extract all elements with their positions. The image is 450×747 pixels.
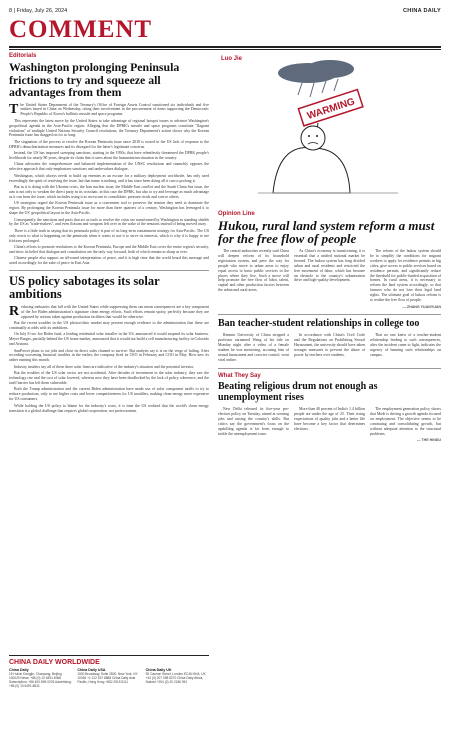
beating-para: The employment generation policy shows that Modi is driving a growth agenda focused on employment. The objective seems to be continuing and consolidating growth, but without adequate attention to the structural problems.	[370, 407, 441, 436]
opinion-byline: — ZHANG YUANYUAN	[402, 304, 441, 309]
editorials-column	[9, 53, 209, 727]
masthead-rule	[9, 46, 441, 48]
footer-cell	[146, 668, 209, 688]
beating-byline: — THE HINDU	[416, 438, 441, 443]
opinion-col	[218, 249, 289, 310]
storm-cloud-icon	[306, 60, 354, 78]
editorial-2-para: Both the Trump administration and the current Biden administration have made use of solar component tariffs to try to reshore production, only to see higher costs and lower competitiveness for US installers, making clean energy more expensive for US consumers.	[9, 387, 209, 402]
opinion-col	[370, 249, 441, 310]
warming-sign	[298, 90, 363, 126]
footer-grid	[9, 668, 209, 688]
beating-para: More than 40 percent of India's 1.4 billion people are under the age of 25. Their rising expectations of quality jobs and a better life have become a key factor that determines elections.	[294, 407, 365, 431]
footer-title: CHINA DAILY WORLDWIDE	[9, 659, 100, 666]
rain-drop	[310, 83, 314, 97]
editorial-divider	[9, 270, 209, 271]
top-bar	[9, 6, 441, 16]
editorial-1-headline: Washington prolonging Peninsula frictions to try and squeeze all advantages from them	[9, 60, 180, 99]
editorial-2-headline: US policy sabotages its solar ambitions	[9, 273, 160, 301]
ban-para: Renmin University of China stripped a professor surnamed Wang of his title on Monday night after a video of a female student he was mentoring, accusing him of sexual harassment and coercive control, went viral online.	[218, 333, 289, 362]
beating-headline: Beating religious drum not enough as unemployment rises	[218, 381, 378, 403]
footer-cell	[77, 668, 140, 688]
opinion-para: The central authorities recently said China will deepen reform of its household registration system, and pave the way for people who move to urban areas to enjoy equal access to basic public services in the places where they live. Such a move will help promote the free flow of labor, talent, capital and other production factors between the urban and rural areas.	[218, 249, 290, 293]
figure-body	[273, 148, 350, 193]
footer-cell	[9, 668, 72, 688]
opinion-body	[218, 249, 441, 310]
editorial-1-para: There is a little truth in saying that its peninsula policy is part of its long-term containment strategy for Asia-Pacific. The US only reacts to what is happening on the peninsula when it wants to use it to serve its interests, which is why it is happy to see frictions prolonged.	[9, 228, 209, 243]
masthead-rule-thin	[9, 49, 441, 50]
editorial-1-para: Instead, the US has imposed sweeping sanctions, starting in the 1950s, that have relentlessly threatened the DPRK people's livelihoods for nearly 80 years, despite its claim that it cares about the humanitarian situation in the country.	[9, 151, 209, 161]
warming-cartoon	[218, 53, 441, 208]
ban-col	[370, 333, 441, 364]
editorial-1-para: The stagnation of the process to resolve the Korean Peninsula issue since 2018 is rooted in the US lack of response to the DPRK's denuclearization measures and its disregard for the latter's legitimate concerns.	[9, 139, 209, 149]
page-number: 8	[9, 8, 13, 14]
beating-kicker: What They Say	[218, 373, 261, 379]
beating-body	[218, 407, 441, 443]
opinion-headline: Hukou, rural land system reform a must for the free flow of people	[218, 218, 435, 246]
section-divider	[218, 314, 441, 315]
footer-cell-body: 90 Cannon Street, London EC4N 6HA, UK +44 (0) 207 398 8270 China Daily Africa, Nairobi +254 (0) 20 2246 951	[145, 672, 206, 684]
editorial-1-para: China advocates the comprehensive and balanced implementation of the UNSC resolutions and staunchly opposes the selective approach that only emphasizes sanctions and undervalues dialogue.	[9, 162, 209, 172]
beating-col	[370, 407, 441, 443]
ban-para: In accordance with China's Civil Code and the Regulations on Prohibiting Sexual Harassment, the university should have taken stronger measures to prevent the abuse of power by teachers over students.	[294, 333, 365, 358]
beating-col	[294, 407, 365, 443]
footer-cell-body: 1500 Broadway, Suite 2800, New York, NY 10036 +1 212 537 8888 China Daily Asia Pacific, Hong Kong +852 2518 5111	[77, 672, 138, 684]
editorial-2-dropcap: R	[9, 303, 20, 319]
editorial-1-para: This represents the latest move by the United States to take advantage of regional hotspot issues to advance Washington's geopolitical agenda in the Asia-Pacific region. Alleging that the DPRK's missile and space programs constitute "flagrant violations" of multiple United Nations Security Council resolutions, the Treasury Department's action shows why the Korean Peninsula issue has dragged on for so long.	[9, 118, 209, 138]
ban-para: That no one knew of a teacher-student relationship leading to such consequences, after the incident came to light, indicates the urgency of banning such relationships on campus.	[370, 333, 441, 358]
figure-head	[301, 126, 325, 150]
editorial-2-para: educing industries that fall with the United States while suppressing them can mean consequences are a key component of the Joe Biden administration's signature clean energy efforts. Such efforts remain spotty, perfectly because they are opposed by actions taken against production facilities that would be otherwise.	[21, 304, 209, 319]
ban-body	[218, 333, 441, 364]
opinion-kicker: Opinion Line	[218, 211, 255, 217]
brand-name: CHINA DAILY	[402, 8, 441, 14]
editorial-1-para: he United States Department of the Treasury's Office of Foreign Assets Control sanctioned six individuals and five entities based in China on Wednesday, citing their involvement in the procurement of items supporting the Democratic People's Republic of Korea's ballistic missile and space programs.	[20, 102, 209, 117]
opinion-col	[294, 249, 365, 310]
footer-cell-head: China Daily UK	[145, 668, 172, 672]
section-title: COMMENT	[9, 16, 153, 43]
china-daily-worldwide-footer	[9, 655, 209, 738]
editorial-1-para: Washington, which always needs to build up enemies as an excuse for a military deployment worldwide, has only used exceedingly the spirit of resolving the issue, but that name is nothing, and it has since been doing all it can to prolong it.	[9, 173, 209, 183]
opinion-para: As China's economy is transforming, it is essential that a unified national market be formed. The hukou system has long divided urban and rural residents and restricted the free movement of labor, which has become an obstacle to the country's urbanization drive and high-quality development.	[294, 249, 365, 283]
warming-sign-text: WARMING	[305, 96, 357, 123]
footer-cell-body: 15 Huixin Dongjie, Chaoyang, Beijing 100029 News: +86 (0) 10 6491-8366 Subscription: +86 400 699-0203 Advertising: +86 (0) 10 6491-8631	[9, 672, 72, 688]
editorial-1-para: China's efforts to promote resolutions to the Korean Peninsula, Europe and the Middle East cover the entire region's security, and show its belief that dialogue and consultation are the only way forward, both of which remain as sharp as ever.	[9, 245, 209, 254]
issue-date: Friday, July 26, 2024	[16, 8, 68, 14]
cartoon-artist: Luo Jie	[221, 56, 243, 62]
editorial-2-para: But the recent troubles in the US photovoltaic market may present enough evidence to the administration that these are continually at odds with its ambitions.	[9, 321, 209, 330]
editorial-2-para: On July 8 two Joe Biden fund, a leading residential solar installer in the US, announced it would suspend its solar business. Meyer Burger, partially behind the US home market, announced that it would not build a cell manufacturing facility in Colorado and Arizona.	[9, 332, 209, 347]
opinion-para: The reform of the hukou system should be to simplify the conditions for migrant workers to apply for residence permits in big cities, give access to public services based on residence permits, and significantly reduce the threshold for public-funded acquisition of homes. In rural areas, it is necessary to reform the land system accordingly, so that farmers who do not lose their legal land rights. The ultimate goal of hukou reform is to realize the free flow of people.	[370, 249, 441, 303]
editorial-1-para: US strategists regard the Korean Peninsula issue as a convenient tool to preserve the tension they need to dominate the region. By prolonging the Korean Peninsula issue for more than three quarters of a century, Washington has leveraged it to shape the US' geopolitical layout in the Asia-Pacific.	[9, 201, 209, 216]
ban-col	[218, 333, 289, 364]
ban-col	[294, 333, 365, 364]
editorial-2-para: SunPower plans to cut jobs and close its direct sales channel to survive. But analysts say it is on the verge of failing. After recording worsening financial troubles in the earlier, the company fired its CEO in February and COO in May. How new its rather running this month.	[9, 348, 209, 363]
section-divider	[218, 368, 441, 369]
editorials-kicker: Editorials	[9, 53, 37, 59]
footer-cell-head: China Daily	[9, 668, 29, 672]
editorial-1-body	[9, 103, 209, 267]
editorial-2-para: While holding the US policy to blame for the industry's woes, it is time the US realized that the world's clean energy transition is a global challenge that requires global cooperation, not protectionism.	[9, 403, 209, 413]
editorial-1-dropcap: T	[9, 101, 19, 117]
footer-cell-head: China Daily USA	[77, 668, 106, 672]
editorial-2-para: But the troubles of the US solar sector are not accidental. After decades of investment in the solar industry, they saw the technology rise and the cost of solar lowered, whereas now they have been deadlocked by the lack of policy coherence, and the tariff barrier has left them vulnerable.	[9, 371, 209, 385]
page-info: 8 | Friday, July 26, 2024	[9, 8, 68, 14]
beating-para: New Delhi released its five-year pre-election policy on Tuesday, aimed at creating jobs and raising the country's skills. But critics say the government's focus on the upskilling agenda is far from enough to tackle the unemployment issue.	[218, 407, 289, 436]
editorial-2-body	[9, 305, 209, 414]
cartoon-illustration	[218, 53, 441, 208]
rain-drop	[322, 81, 326, 93]
editorial-2-para: Industry insiders say all of these three solar firms are indicative of the industry's situation and the potential investor.	[14, 364, 195, 369]
editorial-1-para: Chinese people also support an all-round interpretation of peace, and it is high time that the world heard this message and acted accordingly for the sake of peace in East Asia.	[9, 256, 209, 266]
editorial-1-para: Consequently, the sanctions and pacts that act as tools to resolve the crisis are transformed by Washington as standing shields by the US as "trade-makers", and even flotsam and weapons left over in the wake of the tensions instead of being moved away.	[9, 217, 209, 227]
rain-drop	[298, 83, 302, 95]
rain-drop	[334, 79, 338, 91]
editorial-1-para: But as it is doing with the Ukraine crisis, the Iran nuclear issue, the Middle East conflict and the South China Sea issue, the aim is not only to weaken the direct party in its crosshair, in this case the DPRK, but also to try and leverage as much advantage as it can from the issue, which includes using it as an excuse to consolidate, pressure rivals and coerce others.	[9, 185, 209, 199]
beating-col	[218, 407, 289, 443]
opinion-column	[218, 53, 441, 727]
ban-headline: Ban teacher-student relationships in college too	[218, 318, 420, 330]
